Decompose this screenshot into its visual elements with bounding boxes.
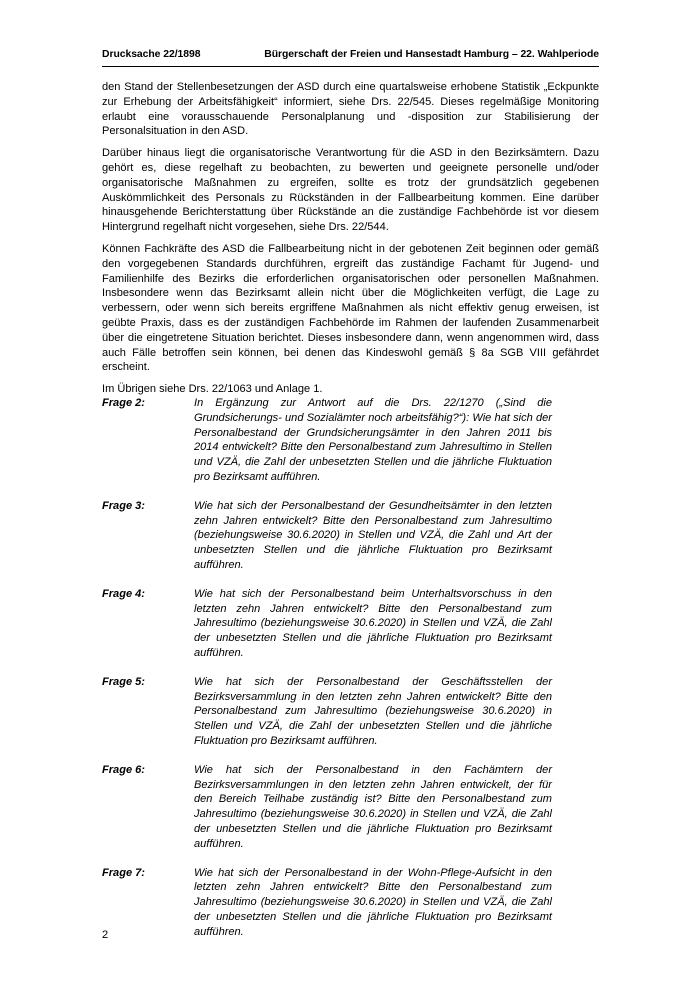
question-label: Frage 7:	[102, 866, 145, 879]
question-item	[102, 675, 599, 749]
page-number: 2	[102, 929, 109, 941]
question-list	[102, 396, 599, 954]
page-header	[102, 49, 599, 65]
question-item	[102, 866, 599, 940]
question-text: In Ergänzung zur Antwort auf die Drs. 22/1270 („Sind die Grundsicherungs- und Sozialämter noch arbeitsfähig?“): Wie hat sich der Personalbestand der Grundsicherungsämter in den Jahren 2011 bis 2014 entwickelt? Bitte den Personalbestand zum Jahresultimo in Stellen und VZÄ, die Zahl der unbesetzten Stellen und die jährliche Fluktuation pro Bezirksamt aufführen.	[194, 397, 552, 483]
question-text: Wie hat sich der Personalbestand der Gesundheitsämter in den letzten zehn Jahren entwickelt? Bitte den Personalbestand zum Jahresultimo (beziehungsweise 30.6.2020) in Stellen und VZÄ, die Zahl und Art der unbesetzten Stellen und die jährliche Fluktuation pro Bezirksamt aufführen.	[194, 499, 552, 571]
question-label: Frage 2:	[102, 397, 145, 409]
question-label: Frage 3:	[102, 499, 145, 512]
question-item	[102, 396, 599, 485]
answer-text	[102, 80, 599, 397]
question-text: Wie hat sich der Personalbestand in den Fachämtern der Bezirksversammlungen in den letzten zehn Jahren entwickelt, der für den Bereich Teilhabe zuständig ist? Bitte den Personalbestand zum Jahresultimo (beziehungsweise 30.6.2020) in Stellen und VZÄ, die Zahl der unbesetzten Stellen und die jährliche Fluktuation pro Bezirksamt aufführen.	[194, 763, 552, 850]
paragraph: den Stand der Stellenbesetzungen der ASD durch eine quartalsweise erhobene Statistik „Eckpunkte zur Erhebung der Arbeitsfähigkeit“ informiert, siehe Drs. 22/545. Dieses regelmäßige Monitoring erlaubt eine vorausschauende Personalplanung und -disposition zur Stabilisierung der Personalsituation in den ASD.	[102, 81, 599, 138]
question-text: Wie hat sich der Personalbestand in der Wohn-Pflege-Aufsicht in den letzten zehn Jahren entwickelt? Bitte den Personalbestand zum Jahresultimo (beziehungsweise 30.6.2020) in Stellen und VZÄ, die Zahl der unbesetzten Stellen und die jährliche Fluktuation pro Bezirksamt aufführen.	[194, 866, 552, 938]
question-item	[102, 587, 599, 661]
parliament-title: Bürgerschaft der Freien und Hansestadt Hamburg – 22. Wahlperiode	[264, 49, 599, 60]
document-number: Drucksache 22/1898	[102, 49, 201, 60]
question-item	[102, 763, 599, 852]
question-text: Wie hat sich der Personalbestand der Geschäftsstellen der Bezirksversammlung in den letzten zehn Jahren entwickelt? Bitte den Personalbestand zum Jahresultimo (beziehungsweise 30.6.2020) in Stellen und VZÄ, die Zahl der unbesetzten Stellen und die jährliche Fluktuation pro Bezirksamt aufführen.	[194, 675, 552, 747]
paragraph: Können Fachkräfte des ASD die Fallbearbeitung nicht in der gebotenen Zeit beginnen oder gemäß den vorgegebenen Standards durchführen, ergreift das zuständige Fachamt für Jugend- und Familienhilfe des Bezirks die erforderlichen organisatorischen oder personellen Maßnahmen. Insbesondere wenn das Bezirksamt allein nicht über die Möglichkeiten verfügt, die Lage zu verbessern, oder wenn sich bereits ergriffene Maßnahmen als nicht effektiv genug erweisen, ist geübte Praxis, dass es der zuständigen Fachbehörde im Rahmen der laufenden Zusammenarbeit über die eingetretene Situation berichtet. Dieses insbesondere dann, wenn angenommen wird, dass auch Fälle betroffen sein können, bei denen das Kindeswohl gemäß § 8a SGB VIII gefährdet erscheint.	[102, 242, 599, 374]
paragraph: Darüber hinaus liegt die organisatorische Verantwortung für die ASD in den Bezirksämtern. Dazu gehört es, diese regelhaft zu beobachten, zu bewerten und geeignete personelle und/oder organisatorische Maßnahmen zu ergreifen, sollte es trotz der grundsätzlich gegebenen Auskömmlichkeit des Personals zu Rückständen in der Fallbearbeitung kommen. Eine darüber hinausgehende Berichterstattung über Rückstände an die zuständige Fachbehörde ist vor diesem Hintergrund regelhaft nicht vorgesehen, siehe Drs. 22/544.	[102, 147, 599, 234]
question-item	[102, 499, 599, 573]
paragraph: Im Übrigen siehe Drs. 22/1063 und Anlage 1.	[102, 383, 323, 396]
question-label: Frage 5:	[102, 675, 145, 688]
header-divider	[102, 66, 599, 67]
question-text: Wie hat sich der Personalbestand beim Unterhaltsvorschuss in den letzten zehn Jahren entwickelt? Bitte den Personalbestand zum Jahresultimo (beziehungsweise 30.6.2020) in Stellen und VZÄ, die Zahl der unbesetzten Stellen und die jährliche Fluktuation pro Bezirksamt aufführen.	[194, 587, 552, 659]
question-label: Frage 6:	[102, 763, 145, 776]
question-label: Frage 4:	[102, 587, 145, 600]
